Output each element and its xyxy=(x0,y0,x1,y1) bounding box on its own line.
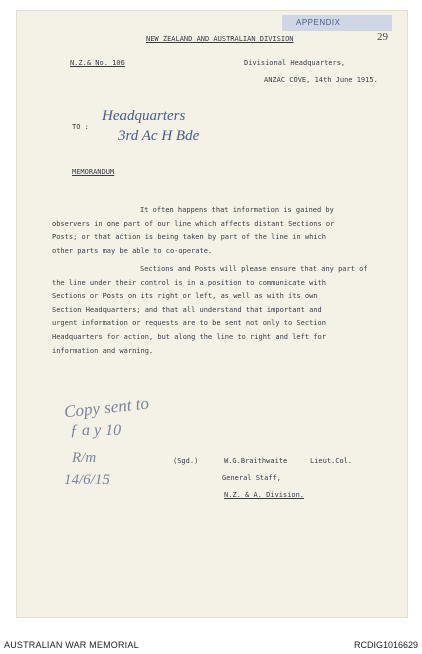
appendix-stamp: APPENDIX xyxy=(282,15,392,31)
paragraph-2-line: urgent information or requests are to be sent not only to Section xyxy=(52,319,326,328)
paragraph-2-line: information and warning. xyxy=(52,346,154,355)
archive-name: AUSTRALIAN WAR MEMORIAL xyxy=(4,640,139,650)
signatory-rank: Lieut.Col. xyxy=(310,457,353,465)
signatory-unit: N.Z. & A. Division. xyxy=(224,491,305,499)
pencil-note-line: Copy sent to xyxy=(63,393,150,422)
signatory-name: W.G.Braithwaite xyxy=(224,457,288,465)
pencil-note-line: ƒ ɑ y 10 xyxy=(70,422,122,439)
origin-line: Divisional Headquarters, xyxy=(244,59,346,67)
paragraph-2-line: Sections or Posts on its right or left, as well as with its own xyxy=(52,292,318,301)
paragraph-1-line: other parts may be able to co-operate. xyxy=(52,246,213,255)
to-label: TO : xyxy=(72,123,89,131)
pencil-note-line: R/m xyxy=(72,450,97,466)
paragraph-2-line: Headquarters for action, but along the line to right and left for xyxy=(52,332,326,341)
paragraph-2-line: the line under their control is in a position to communicate with xyxy=(52,278,326,287)
paragraph-1-line: It often happens that information is gained by xyxy=(140,206,334,214)
place-date-line: ANZAC COVE, 14th June 1915. xyxy=(264,76,378,84)
reference-number: N.Z.& No. 106 xyxy=(70,59,125,67)
paragraph-2-line: Sections and Posts will please ensure that any part of xyxy=(140,265,368,273)
paragraph-1-line: Posts; or that action is being taken by part of the line in which xyxy=(52,233,326,242)
signatory-title: General Staff, xyxy=(222,474,282,482)
folio-number: 29 xyxy=(377,31,388,43)
handwritten-addressee-1: Headquarters xyxy=(102,108,186,124)
division-heading: NEW ZEALAND AND AUSTRALIAN DIVISION xyxy=(146,35,294,43)
sgd-label: (Sgd.) xyxy=(173,457,199,465)
memorandum-label: MEMORANDUM xyxy=(72,168,115,176)
archive-id: RCDIG1016629 xyxy=(353,640,418,650)
paragraph-1 xyxy=(52,204,388,258)
handwritten-addressee-2: 3rd Ac H Bde xyxy=(118,128,200,144)
paragraph-2 xyxy=(52,263,388,358)
paragraph-1-line: observers in one part of our line which affects distant Sections or xyxy=(52,219,335,228)
paragraph-2-line: Section Headquarters; and that all understand that important and xyxy=(52,305,322,314)
archive-footer xyxy=(0,635,422,654)
pencil-note-line: 14/6/15 xyxy=(64,472,110,488)
